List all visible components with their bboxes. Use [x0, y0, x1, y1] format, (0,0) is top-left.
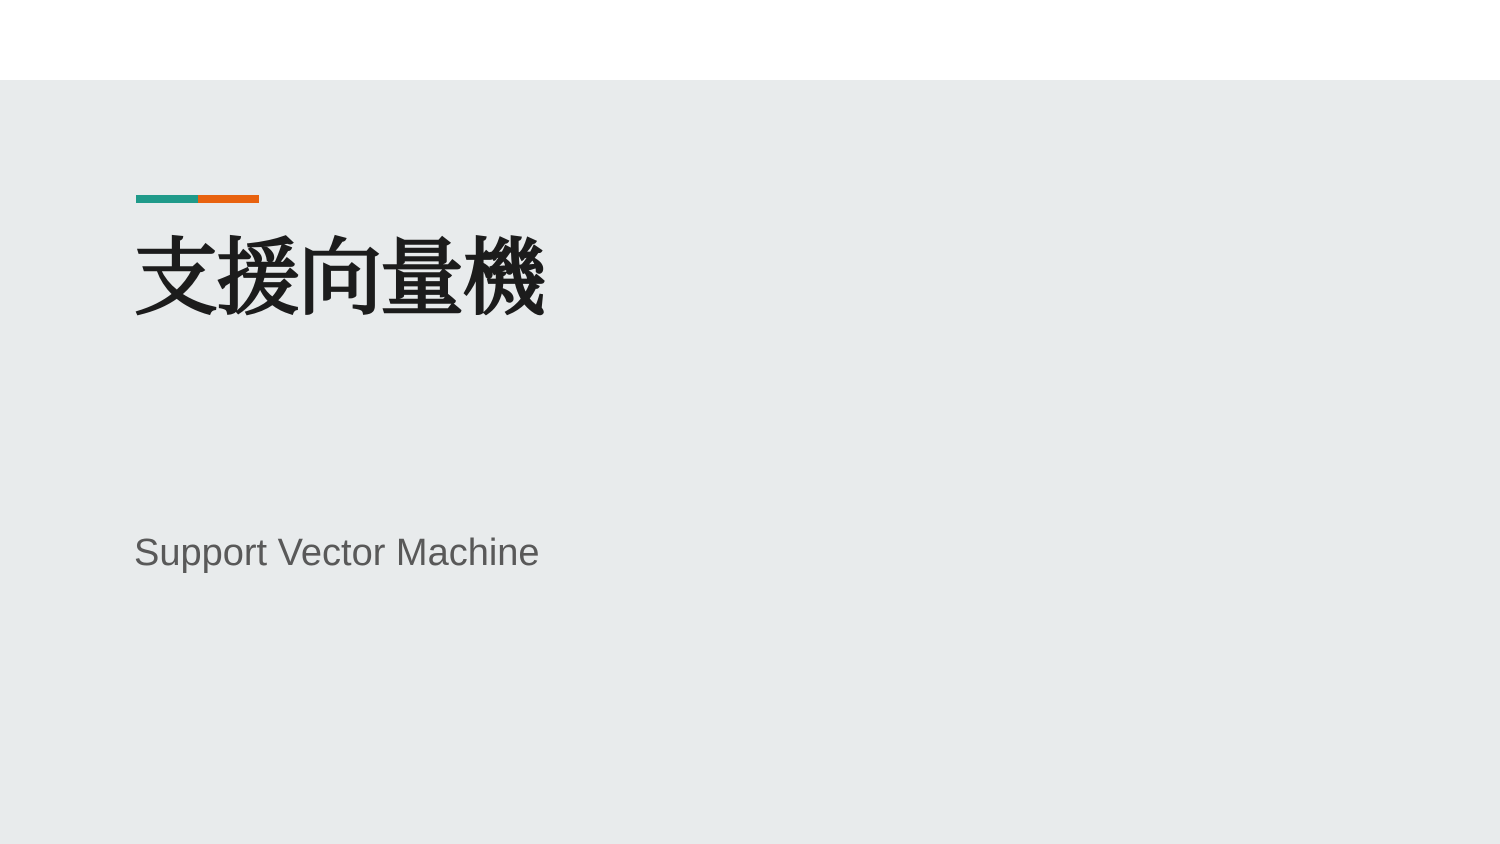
top-band [0, 0, 1500, 80]
slide-title[interactable]: 支援向量機 [134, 229, 545, 327]
title-accent-bar [136, 195, 259, 203]
slide-subtitle[interactable]: Support Vector Machine [134, 532, 540, 574]
accent-bar-orange-segment [198, 195, 260, 203]
title-slide [0, 80, 1500, 844]
accent-bar-teal-segment [136, 195, 198, 203]
